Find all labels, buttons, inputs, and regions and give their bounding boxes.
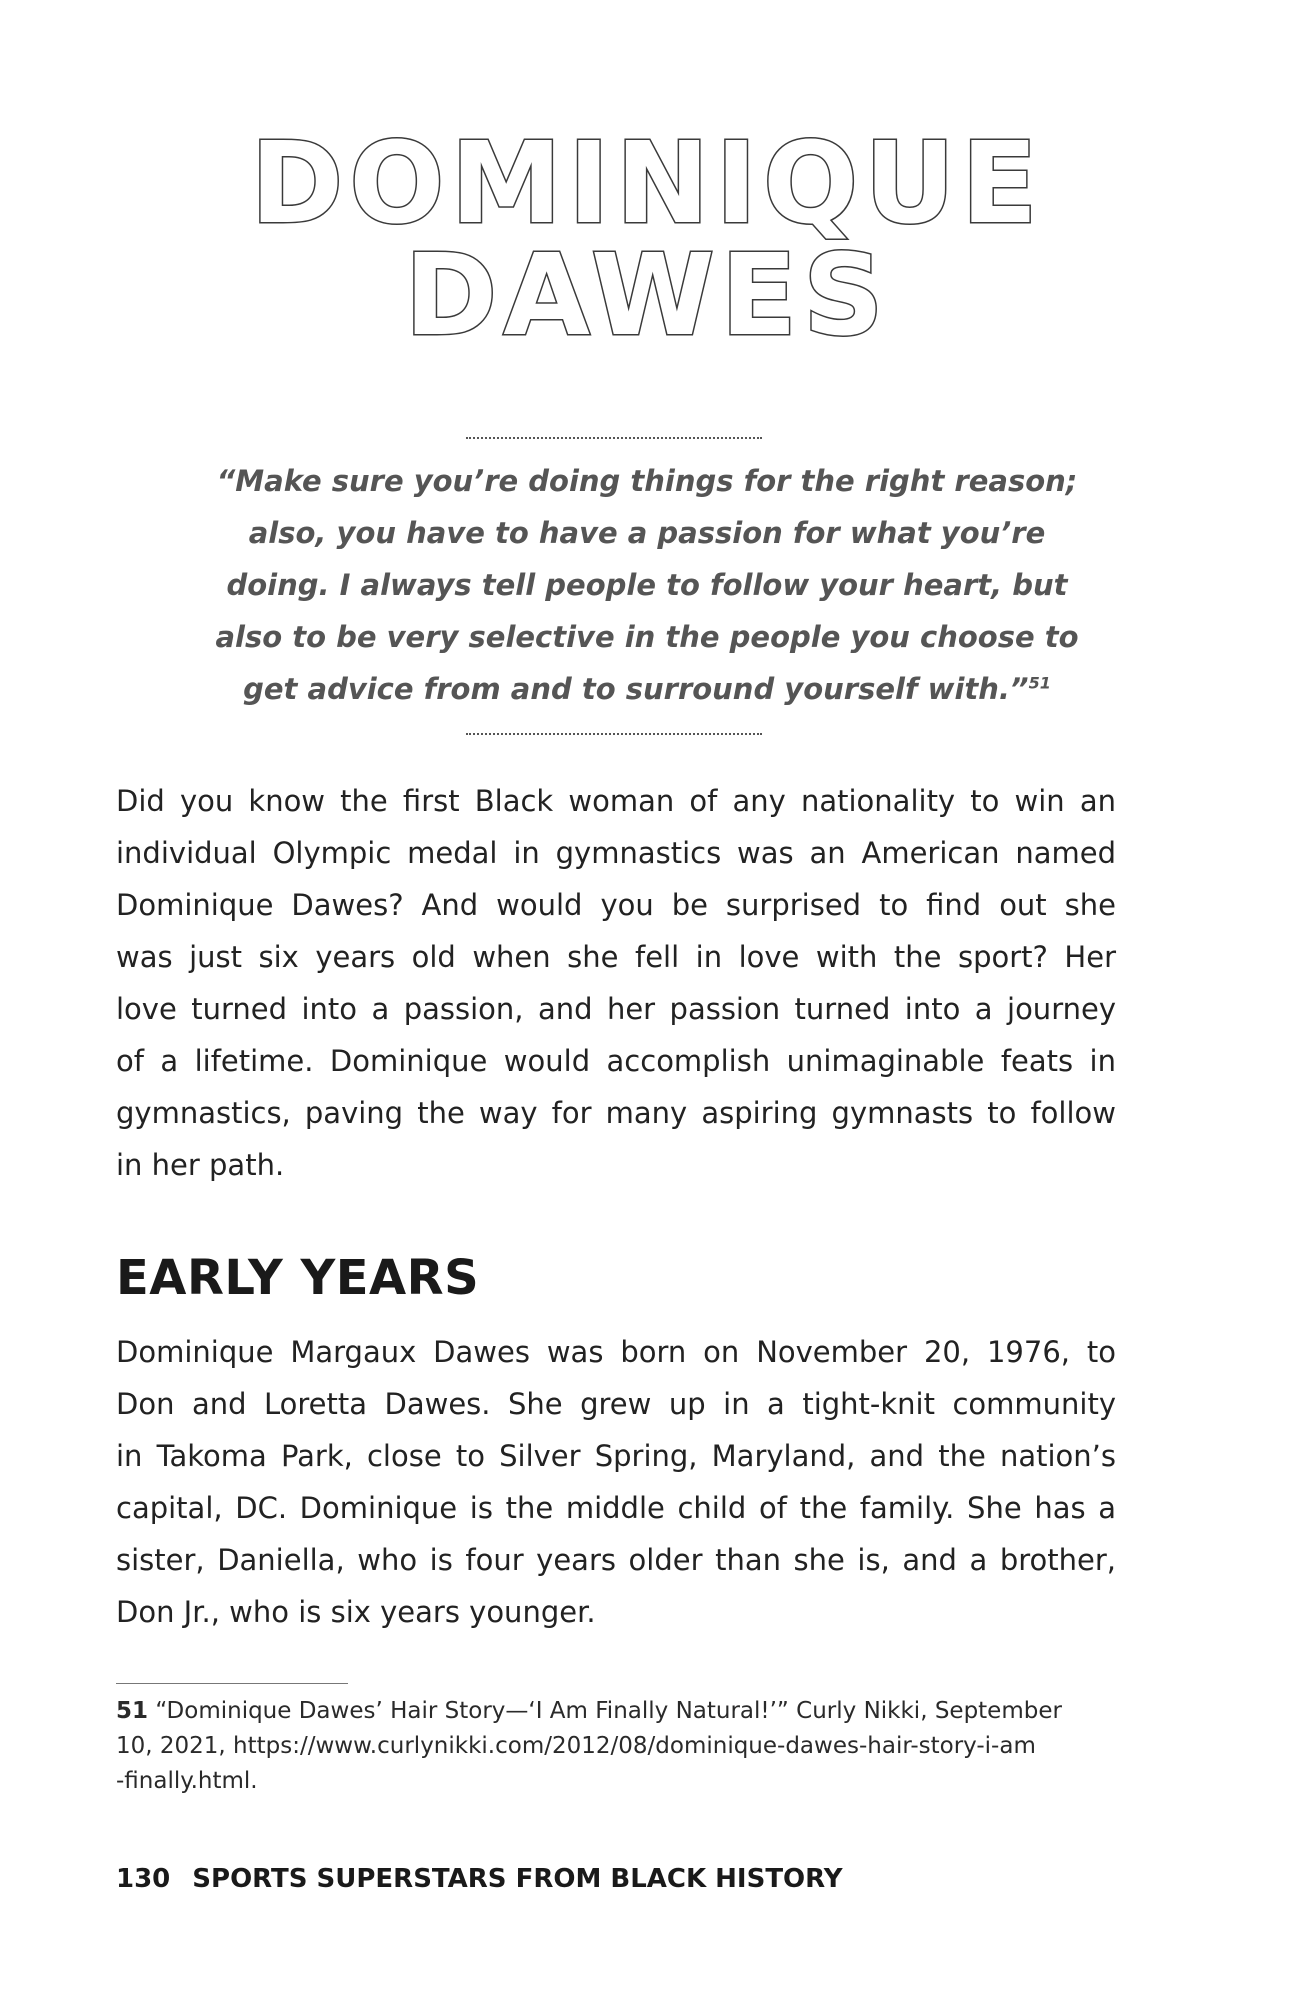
paragraph-line: in her path. xyxy=(116,1148,285,1182)
quote-line: also to be very selective in the people you choose to xyxy=(215,620,1079,654)
page-footer xyxy=(116,1862,843,1896)
paragraph-line: sister, Daniella, who is four years older than she is, and a brother, xyxy=(116,1543,1116,1577)
quote-line: get advice from and to surround yourself with.” xyxy=(243,672,1029,706)
early-years-paragraph xyxy=(116,1326,1116,1638)
paragraph-line: gymnastics, paving the way for many aspiring gymnasts to follow xyxy=(116,1096,1116,1130)
paragraph-line: was just six years old when she fell in love with the sport? Her xyxy=(116,940,1116,974)
page-number: 130 xyxy=(116,1864,171,1894)
chapter-title-line-2: DAWES xyxy=(404,231,890,361)
paragraph-line: Don Jr., who is six years younger. xyxy=(116,1595,596,1629)
section-heading: EARLY YEARS xyxy=(116,1250,480,1306)
paragraph-line: of a lifetime. Dominique would accomplish unimaginable feats in xyxy=(116,1044,1116,1078)
paragraph-line: Don and Loretta Dawes. She grew up in a tight-knit community xyxy=(116,1387,1116,1421)
paragraph-line: capital, DC. Dominique is the middle child of the family. She has a xyxy=(116,1491,1116,1525)
footnote-number: 51 xyxy=(116,1698,149,1724)
chapter-title-line-1: DOMINIQUE xyxy=(250,119,1044,249)
paragraph-line: Did you know the first Black woman of any nationality to win an xyxy=(116,784,1116,818)
paragraph-line: in Takoma Park, close to Silver Spring, Maryland, and the nation’s xyxy=(116,1439,1116,1473)
footnote-rule xyxy=(116,1683,348,1684)
epigraph-quote xyxy=(190,455,1104,715)
intro-paragraph xyxy=(116,775,1116,1191)
footnote xyxy=(116,1694,1116,1799)
footnote-line: “Dominique Dawes’ Hair Story—‘I Am Finally Natural!’” Curly Nikki, September xyxy=(155,1698,1062,1724)
paragraph-line: Dominique Dawes? And would you be surprised to find out she xyxy=(116,888,1116,922)
footnote-line: 10, 2021, https://www.curlynikki.com/2012/08/dominique-dawes-hair-story-i-am xyxy=(116,1733,1036,1759)
paragraph-line: Dominique Margaux Dawes was born on November 20, 1976, to xyxy=(116,1335,1116,1369)
quote-divider-top xyxy=(466,437,762,439)
paragraph-line: love turned into a passion, and her passion turned into a journey xyxy=(116,992,1116,1026)
quote-line: also, you have to have a passion for what you’re xyxy=(248,516,1046,550)
quote-line: “Make sure you’re doing things for the right reason; xyxy=(216,464,1078,498)
quote-line: doing. I always tell people to follow your heart, but xyxy=(226,568,1068,602)
running-title: SPORTS SUPERSTARS FROM BLACK HISTORY xyxy=(192,1864,843,1894)
footnote-line: -finally.html. xyxy=(116,1768,258,1794)
quote-footnote-ref: 51 xyxy=(1028,673,1051,693)
quote-divider-bottom xyxy=(466,733,762,735)
paragraph-line: individual Olympic medal in gymnastics was an American named xyxy=(116,836,1116,870)
